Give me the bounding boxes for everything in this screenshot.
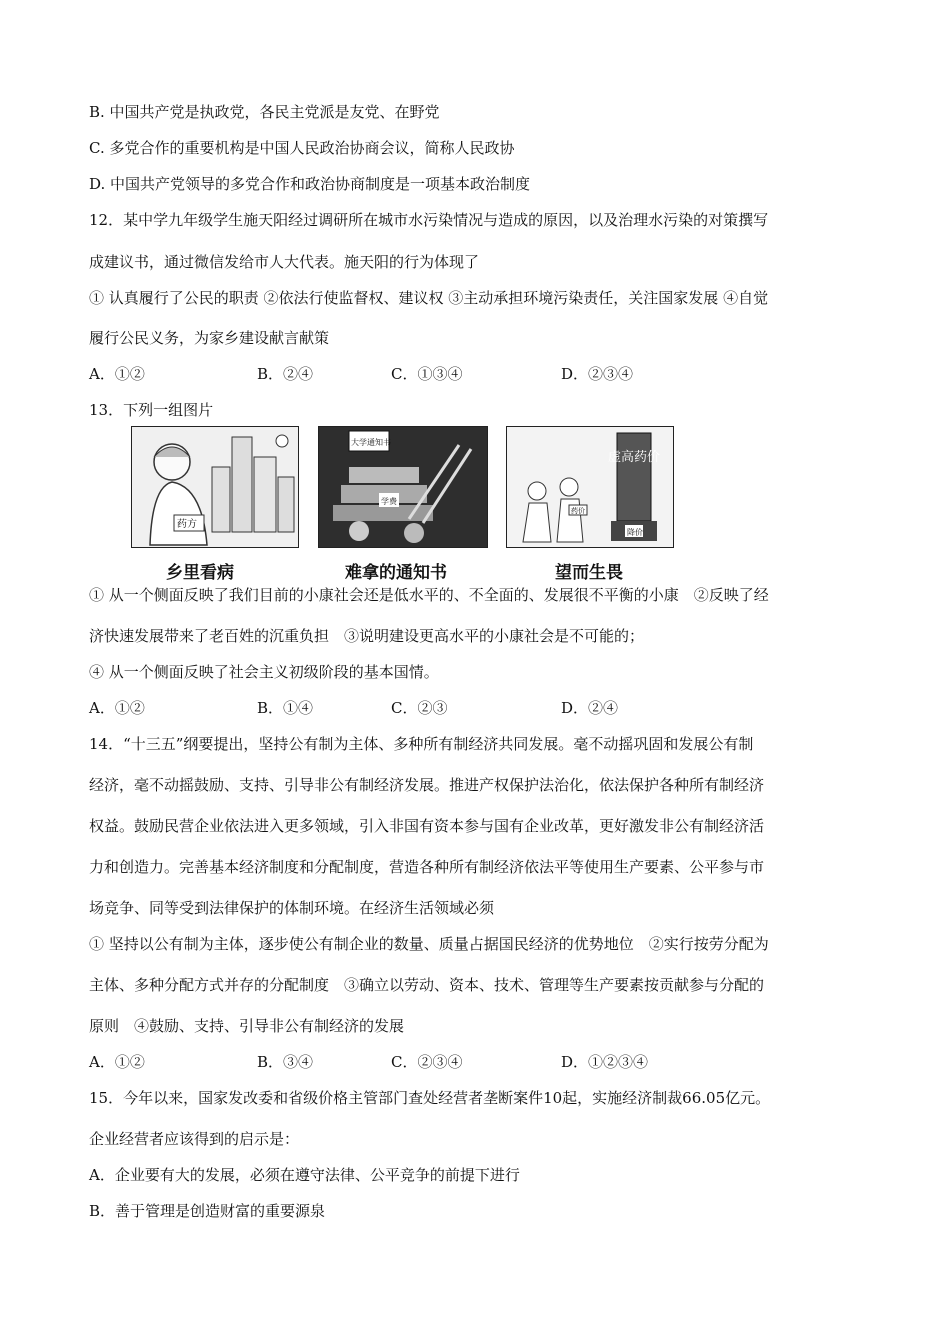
q14-statements-line1: ① 坚持以公有制为主体，逐步使公有制企业的数量、质量占据国民经济的优势地位 ②实行按劳分配为 xyxy=(89,935,769,953)
q14-option-d: D．①②③④ xyxy=(561,1053,649,1071)
cartoon1-sign: 药方 xyxy=(177,519,197,530)
q13-option-b: B．①④ xyxy=(257,699,314,717)
q13-option-d: D．②④ xyxy=(561,699,619,717)
q13-statements-line2: 济快速发展带来了老百姓的沉重负担 ③说明建设更高水平的小康社会是不可能的； xyxy=(89,627,645,645)
q12-stem-line2: 成建议书，通过微信发给市人大代表。施天阳的行为体现了 xyxy=(89,253,480,271)
q13-stem: 13．下列一组图片 xyxy=(89,401,214,419)
q14-stem-line3: 权益。鼓励民营企业依法进入更多领域，引入非国有资本参与国有企业改革，更好激发非公有制经济活 xyxy=(89,817,765,835)
q12-stem-line1: 12．某中学九年级学生施天阳经过调研所在城市水污染情况与造成的原因，以及治理水污染的对策撰写 xyxy=(89,211,769,229)
q14-statements-line3: 原则 ④鼓励、支持、引导非公有制经济的发展 xyxy=(89,1017,405,1035)
cartoon2-caption: 难拿的通知书 xyxy=(345,563,447,583)
q15-stem-line1: 15．今年以来，国家发改委和省级价格主管部门查处经营者垄断案件10起，实施经济制裁66.05亿元。 xyxy=(89,1089,771,1107)
q14-option-a: A．①② xyxy=(89,1053,145,1071)
q13-option-c: C．②③ xyxy=(391,699,448,717)
q12-statements-line2: 履行公民义务，为家乡建设献言献策 xyxy=(89,329,330,347)
q14-stem-line5: 场竞争、同等受到法律保护的体制环境。在经济生活领域必须 xyxy=(89,899,495,917)
cartoon3-pillar-text: 虚高药价 xyxy=(607,450,661,465)
q13-statements-line1: ① 从一个侧面反映了我们目前的小康社会还是低水平的、不全面的、发展很不平衡的小康 ②反映了经 xyxy=(89,586,769,604)
q11-option-c: C. 多党合作的重要机构是中国人民政治协商会议，简称人民政协 xyxy=(89,139,515,157)
q14-stem-line2: 经济，毫不动摇鼓励、支持、引导非公有制经济发展。推进产权保护法治化，依法保护各种所有制经济 xyxy=(89,776,765,794)
q14-statements-line2: 主体、多种分配方式并存的分配制度 ③确立以劳动、资本、技术、管理等生产要素按贡献参与分配的 xyxy=(89,976,765,994)
cartoon-rural-doctor xyxy=(131,426,299,548)
q12-statements-line1: ① 认真履行了公民的职责 ②依法行使监督权、建议权 ③主动承担环境污染责任，关注国家发展 ④自觉 xyxy=(89,289,769,307)
q12-option-a: A．①② xyxy=(89,365,145,383)
cartoon-admission-notice xyxy=(318,426,488,548)
cartoon-high-drug-prices xyxy=(506,426,674,548)
q12-option-d: D．②③④ xyxy=(561,365,634,383)
q12-option-b: B．②④ xyxy=(257,365,314,383)
cartoon3-small-sign: 药价 xyxy=(571,507,585,515)
q14-stem-line1: 14．“十三五”纲要提出，坚持公有制为主体、多种所有制经济共同发展。毫不动摇巩固和发展公有制 xyxy=(89,735,754,753)
q11-option-b: B. 中国共产党是执政党，各民主党派是友党、在野党 xyxy=(89,103,440,121)
q14-option-c: C．②③④ xyxy=(391,1053,463,1071)
q15-option-b: B．善于管理是创造财富的重要源泉 xyxy=(89,1202,326,1220)
q14-option-b: B．③④ xyxy=(257,1053,314,1071)
q13-option-a: A．①② xyxy=(89,699,145,717)
q12-option-c: C．①③④ xyxy=(391,365,463,383)
q11-option-d: D. 中国共产党领导的多党合作和政治协商制度是一项基本政治制度 xyxy=(89,175,531,193)
cartoon1-caption: 乡里看病 xyxy=(166,563,234,583)
cartoon3-caption: 望而生畏 xyxy=(555,563,623,583)
q13-statements-line3: ④ 从一个侧面反映了社会主义初级阶段的基本国情。 xyxy=(89,663,439,681)
q15-option-a: A．企业要有大的发展，必须在遵守法律、公平竞争的前提下进行 xyxy=(89,1166,520,1184)
q15-stem-line2: 企业经营者应该得到的启示是： xyxy=(89,1130,300,1148)
cartoon3-base-sign: 降价 xyxy=(627,528,643,537)
cartoon2-fee-sign: 学费 xyxy=(381,497,397,506)
cartoon2-notice-sign: 大学通知书 xyxy=(351,438,391,447)
q14-stem-line4: 力和创造力。完善基本经济制度和分配制度，营造各种所有制经济依法平等使用生产要素、公平参与市 xyxy=(89,858,765,876)
